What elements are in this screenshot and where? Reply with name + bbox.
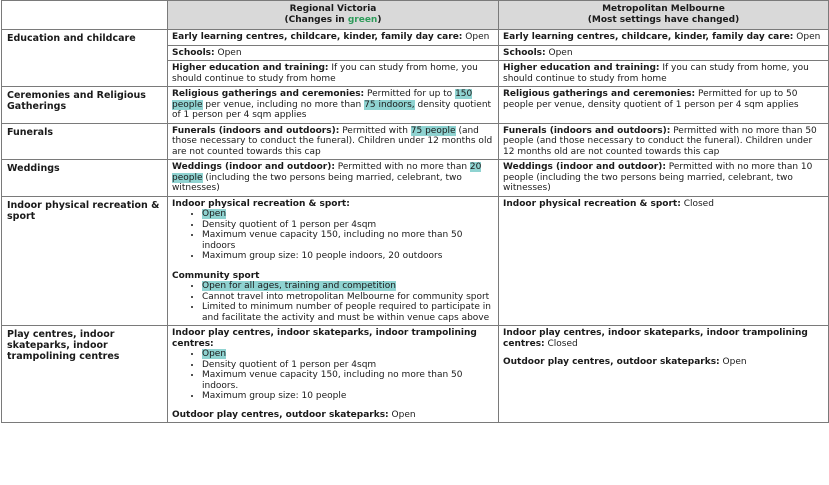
funerals-metro	[499, 123, 829, 160]
education-metro-schools	[499, 45, 829, 61]
header-metro-sub: (Most settings have changed)	[587, 15, 740, 25]
early-learning-label: Early learning centres, childcare, kinder, family day care:	[172, 32, 463, 42]
restrictions-table	[1, 0, 829, 423]
play-indoor-heading: Indoor play centres, indoor skateparks, indoor trampolining centres:	[172, 328, 477, 349]
play-outdoor-metro-value: Open	[719, 357, 747, 367]
funerals-label: Funerals (indoors and outdoors):	[172, 125, 340, 136]
recreation-metro	[499, 196, 829, 326]
category-ceremonies: Ceremonies and Religious Gatherings	[2, 87, 168, 124]
community-sport-heading: Community sport	[172, 270, 260, 281]
weddings-text: Permitted with no more than	[334, 162, 470, 172]
play-outdoor-regional	[172, 410, 494, 421]
schools-value: Open	[545, 47, 573, 58]
list-item	[202, 281, 494, 292]
higher-ed-label: Higher education and training:	[503, 63, 660, 73]
funerals-regional	[168, 123, 499, 160]
schools-label: Schools:	[172, 47, 215, 58]
weddings-metro-text: Permitted with no more than 10 people (including the two persons being married, celebrant, two witnesses)	[503, 162, 813, 193]
recreation-regional	[168, 196, 499, 326]
community-open-highlight: Open for all ages, training and competition	[202, 281, 396, 291]
list-item: • Maximum group size: 10 people indoors, 20 outdoors	[202, 251, 494, 262]
recreation-list	[172, 209, 494, 262]
play-open-highlight: Open	[202, 349, 227, 359]
header-blank-cell	[2, 1, 168, 30]
higher-ed-label: Higher education and training:	[172, 63, 329, 73]
ceremonies-metro-text: Permitted for up to 50 people per venue, density quotient of 1 person per 4 sqm applies	[503, 89, 799, 110]
higher-ed-value: If you can study from home, you should continue to study from home	[172, 63, 478, 84]
schools-label: Schools:	[503, 47, 546, 58]
ceremonies-label: Religious gatherings and ceremonies:	[503, 89, 696, 99]
weddings-label: Weddings (indoor and outdoor):	[503, 162, 666, 172]
education-regional-early-learning	[168, 30, 499, 46]
header-regional-sub-green: green	[347, 15, 378, 25]
funerals-highlight-75: 75 people	[410, 125, 456, 136]
category-weddings: Weddings	[2, 160, 168, 197]
header-regional-victoria	[168, 1, 499, 30]
list-item: • Maximum venue capacity 150, including no more than 50 indoors.	[202, 370, 494, 391]
community-sport-section	[172, 271, 494, 324]
play-row	[2, 326, 829, 423]
recreation-row	[2, 196, 829, 326]
ceremonies-highlight-150: 150 people	[172, 89, 473, 110]
play-list	[172, 349, 494, 402]
education-regional-schools	[168, 45, 499, 61]
header-regional-sub-post: )	[377, 15, 382, 25]
education-row-1	[2, 30, 829, 46]
recreation-metro-label: Indoor physical recreation & sport:	[503, 198, 681, 209]
ceremonies-highlight-75: 75 indoors,	[364, 99, 415, 110]
education-metro-higher-ed	[499, 61, 829, 87]
play-metro	[499, 326, 829, 423]
weddings-text: (including the two persons being married, celebrant, two witnesses)	[172, 172, 462, 193]
weddings-label: Weddings (indoor and outdoor):	[172, 162, 335, 172]
list-item: • Maximum venue capacity 150, including no more than 50 indoors	[202, 230, 494, 251]
list-item: • Cannot travel into metropolitan Melbourne for community sport	[202, 292, 494, 303]
header-metro-title: Metropolitan Melbourne	[602, 4, 725, 14]
play-outdoor-metro	[503, 357, 824, 368]
list-item: • Density quotient of 1 person per 4sqm	[202, 360, 494, 371]
recreation-heading: Indoor physical recreation & sport:	[172, 198, 350, 209]
weddings-metro	[499, 160, 829, 197]
ceremonies-text: density quotient of 1 person per 4 sqm applies	[172, 99, 492, 120]
header-row	[2, 1, 829, 30]
ceremonies-regional	[168, 87, 499, 124]
list-item	[202, 349, 494, 360]
category-play-centres: Play centres, indoor skateparks, indoor trampolining centres	[2, 326, 168, 423]
header-metropolitan-melbourne	[499, 1, 829, 30]
play-indoor-metro-label: Indoor play centres, indoor skateparks, indoor trampolining centres:	[503, 328, 808, 349]
ceremonies-metro	[499, 87, 829, 124]
play-indoor-metro	[503, 328, 824, 349]
higher-ed-value: If you can study from home, you should continue to study from home	[503, 63, 809, 84]
play-outdoor-metro-label: Outdoor play centres, outdoor skateparks:	[503, 357, 720, 367]
schools-value: Open	[214, 47, 242, 58]
header-regional-sub-pre: (Changes in	[284, 15, 348, 25]
education-metro-early-learning	[499, 30, 829, 46]
ceremonies-text: Permitted for up to	[364, 89, 456, 99]
education-regional-higher-ed	[168, 61, 499, 87]
play-outdoor-label: Outdoor play centres, outdoor skateparks:	[172, 409, 389, 420]
early-learning-value: Open	[462, 32, 490, 42]
funerals-row	[2, 123, 829, 160]
category-recreation: Indoor physical recreation & sport	[2, 196, 168, 326]
weddings-regional	[168, 160, 499, 197]
funerals-label: Funerals (indoors and outdoors):	[503, 125, 671, 136]
list-item: • Density quotient of 1 person per 4sqm	[202, 220, 494, 231]
category-funerals: Funerals	[2, 123, 168, 160]
play-indoor-metro-value: Closed	[544, 338, 578, 349]
recreation-open-highlight: Open	[202, 209, 227, 219]
early-learning-value: Open	[793, 32, 821, 42]
header-regional-title: Regional Victoria	[289, 4, 377, 14]
community-sport-list	[172, 281, 494, 323]
recreation-metro-value: Closed	[680, 198, 714, 209]
funerals-text: Permitted with	[339, 125, 411, 136]
list-item	[202, 209, 494, 220]
ceremonies-row	[2, 87, 829, 124]
category-education: Education and childcare	[2, 30, 168, 87]
funerals-text: (and those necessary to conduct the funeral). Children under 12 months old are not counted towards this cap	[172, 125, 493, 157]
list-item: • Limited to minimum number of people required to participate in and facilitate the activity and must be within venue caps above	[202, 302, 494, 323]
weddings-highlight-20: 20 people	[172, 162, 482, 183]
weddings-row	[2, 160, 829, 197]
ceremonies-text: per venue, including no more than	[202, 99, 365, 110]
early-learning-label: Early learning centres, childcare, kinder, family day care:	[503, 32, 794, 42]
list-item: • Maximum group size: 10 people	[202, 391, 494, 402]
play-regional	[168, 326, 499, 423]
funerals-metro-text: Permitted with no more than 50 people (and those necessary to conduct the funeral). Children under 12 months old are not counted towards this cap	[503, 125, 817, 157]
ceremonies-label: Religious gatherings and ceremonies:	[172, 89, 365, 99]
play-outdoor-value: Open	[388, 409, 416, 420]
